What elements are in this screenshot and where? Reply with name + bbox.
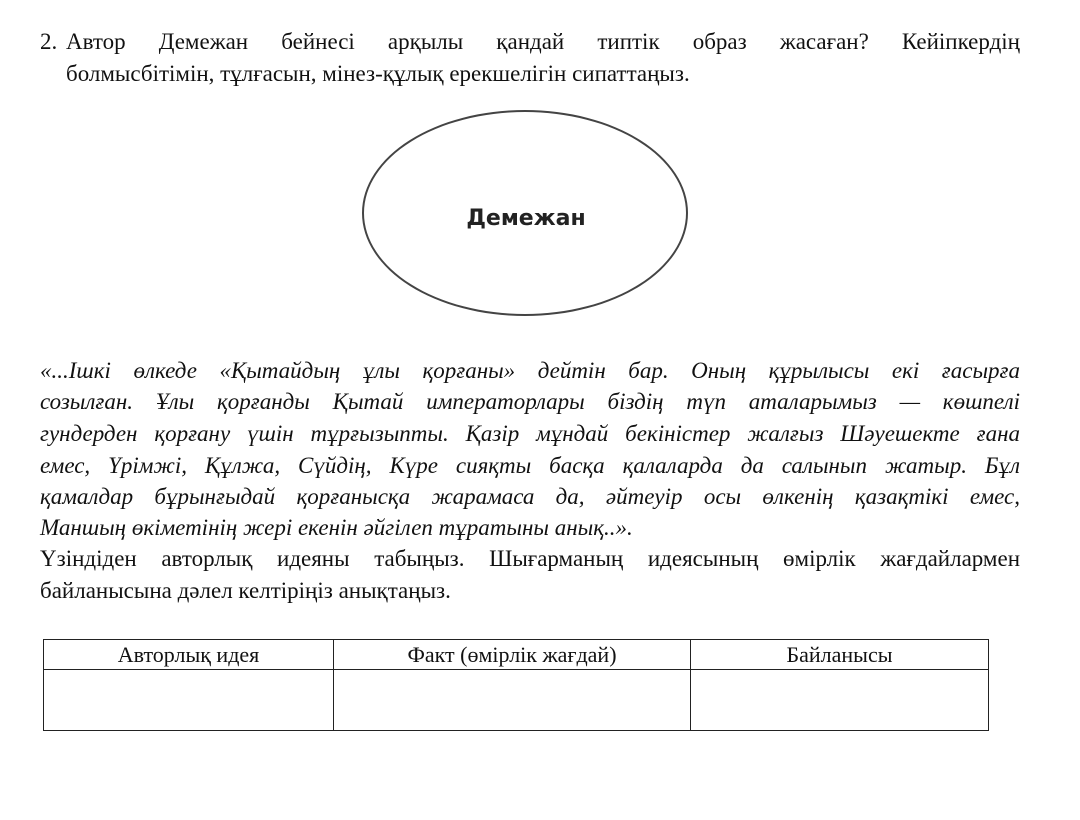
answer-table-header-row [44, 640, 989, 670]
question-text-line-1: Автор Демежан бейнесі арқылы қандай типтік образ жасаған? Кейіпкердің [66, 29, 1020, 54]
quote-line-6: Маншың өкіметінің жері екенін әйгілеп тұратыны анық..». [40, 515, 633, 540]
header-connection: Байланысы [691, 640, 989, 670]
task-line-1: Үзіндіден авторлық идеяны табыңыз. Шығарманың идеясының өмірлік жағдайлармен [40, 546, 1020, 571]
quote-line-2: созылған. Ұлы қорғанды Қытай императорлары біздің түп аталарымыз — көшпелі [40, 389, 1020, 414]
question-text-line-2: болмысбітімін, тұлғасын, мінез-құлық ерекшелігін сипаттаңыз. [66, 61, 690, 86]
quote-line-4: емес, Үрімжі, Құлжа, Сүйдің, Күре сияқты басқа қалаларда да салынып жатыр. Бұл [40, 453, 1020, 478]
answer-cell-fact[interactable] [334, 670, 691, 731]
header-authorial-idea: Авторлық идея [44, 640, 334, 670]
answer-cell-connection[interactable] [691, 670, 989, 731]
question-number: 2. [40, 29, 58, 54]
quote-line-5: қамалдар бұрынғыдай қорғанысқа жарамаса да, әйтеуір осы өлкенің қазақтікі емес, [40, 484, 1020, 509]
question-line-1 [40, 26, 1020, 58]
character-name-label: Демежан [466, 206, 586, 231]
answer-cell-idea[interactable] [44, 670, 334, 731]
task-line-2: байланысына дәлел келтіріңіз анықтаңыз. [40, 578, 451, 603]
quote-line-3: гундерден қорғану үшін тұрғызыпты. Қазір мұндай бекіністер жалғыз Шәуешекте ғана [40, 421, 1020, 446]
answer-table-row [44, 670, 989, 731]
header-fact: Факт (өмірлік жағдай) [334, 640, 691, 670]
quote-line-1: «...Ішкі өлкеде «Қытайдың ұлы қорғаны» дейтін бар. Оның құрылысы екі ғасырға [40, 358, 1020, 383]
answer-table [43, 639, 989, 731]
